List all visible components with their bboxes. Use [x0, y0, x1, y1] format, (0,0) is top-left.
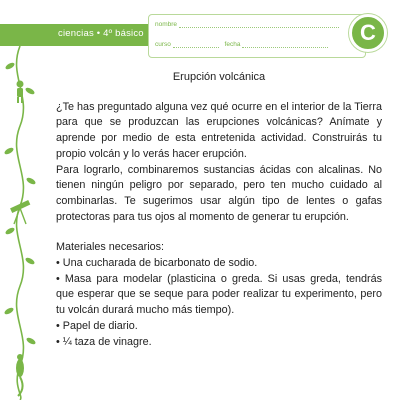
document-body [56, 70, 382, 350]
instructions-paragraph: Para lograrlo, combinaremos sustancias ácidas con alcalinas. No tienen ningún peligro por separado, pero ten mucho cuidado al combinarlas. Te sugerimos usar algún tipo de lentes o gafas protectoras para tus ojos al momento de generar tu erupción. [56, 163, 382, 223]
subject-badge: C [349, 14, 387, 52]
course-row [155, 41, 328, 48]
course-label: curso [155, 41, 171, 48]
intro-paragraph: ¿Te has preguntado alguna vez qué ocurre en el interior de la Tierra para que se produzcan las erupciones volcánicas? Anímate y aprende por medio de esta entretenida actividad. Construirás tu propio volcán y lo verás hacer erupción. [56, 100, 382, 160]
list-item: • Papel de diario. [56, 319, 138, 332]
date-label: fecha [224, 41, 241, 48]
student-form [148, 14, 366, 58]
document-title: Erupción volcánica [172, 71, 266, 83]
list-item: • Masa para modelar (plasticina o greda. Si usas greda, tendrás que esperar que se seque para poder realizar tu experimento, pero tu volcán durará mucho más tiempo). [56, 272, 382, 317]
list-item: • Una cucharada de bicarbonato de sodio. [56, 257, 258, 270]
name-row [155, 21, 339, 28]
child-figure-icon [17, 81, 24, 104]
subject-label: ciencias • 4º básico [58, 28, 144, 39]
materials-heading: Materiales necesarios: [56, 241, 165, 254]
list-item: • ¼ taza de vinagre. [56, 335, 152, 348]
course-field[interactable] [173, 41, 219, 48]
vine-decoration-icon [0, 46, 40, 400]
name-field[interactable] [179, 21, 339, 28]
name-label: nombre [155, 21, 178, 28]
date-field[interactable] [242, 41, 328, 48]
